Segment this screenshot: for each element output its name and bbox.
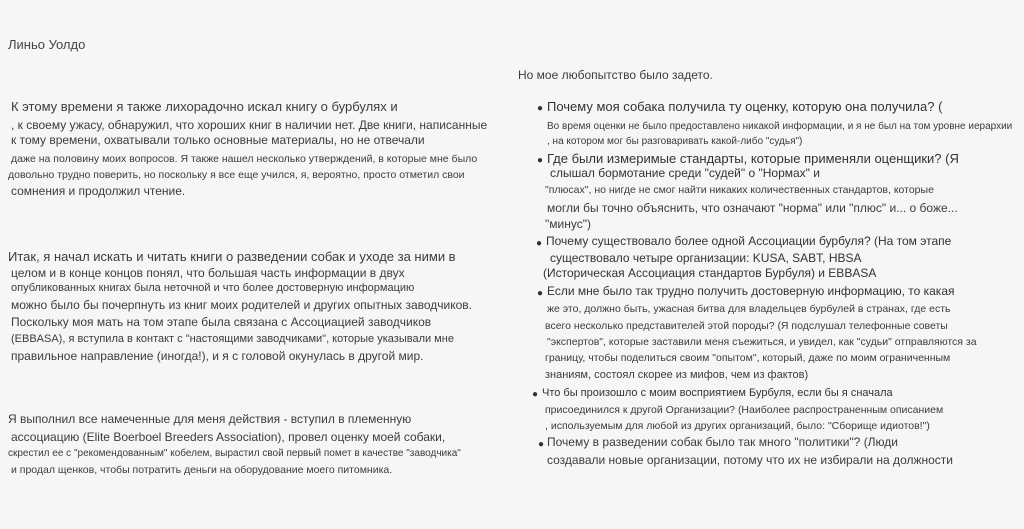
bullet-icon: ● xyxy=(537,288,544,299)
text-line: довольно трудно поверить, но поскольку я все еще учился, я, вероятно, просто отметил свои xyxy=(8,169,465,181)
author-name: Линьо Уолдо xyxy=(8,37,86,52)
text-line: могли бы точно объяснить, что означают "норма" или "плюс" и... о боже... xyxy=(547,201,958,215)
text-line: К этому времени я также лихорадочно искал книгу о бурбулях и xyxy=(11,99,398,114)
text-line: Итак, я начал искать и читать книги о разведении собак и уходе за ними в xyxy=(8,249,456,264)
text-line: слышал бормотание среди "судей" о "Нормах" и xyxy=(550,166,820,180)
text-line: целом и в конце концов понял, что большая часть информации в двух xyxy=(11,266,405,280)
text-line: , используемым для любой из других организаций, было: "Сборище идиотов!") xyxy=(545,420,930,432)
text-line: границу, чтобы поделиться своим "опытом", который, даже по моим ограниченным xyxy=(545,352,951,364)
text-line: Почему существовало более одной Ассоциации бурбуля? (На том этапе xyxy=(546,234,952,248)
text-line: скрестил ее с "рекомендованным" кобелем, вырастил свой первый помет в качестве "заводчика" xyxy=(8,448,461,459)
text-line: опубликованных книгах была неточной и что более достоверную информацию xyxy=(11,282,415,294)
text-line: (Историческая Ассоциация стандартов Бурбуля) и EBBASA xyxy=(543,266,877,280)
bullet-icon: ● xyxy=(537,103,544,114)
text-line: к тому времени, охватывали только основные материалы, но не отвечали xyxy=(11,133,425,147)
text-line: и продал щенков, чтобы потратить деньги на оборудование моего питомника. xyxy=(11,464,393,476)
bullet-icon: ● xyxy=(537,155,544,166)
text-line: сомнения и продолжил чтение. xyxy=(11,184,186,198)
bullet-icon: ● xyxy=(536,238,543,249)
text-line: можно было бы почерпнуть из книг моих родителей и других опытных заводчиков. xyxy=(11,298,472,312)
text-line: присоединился к другой Организации? (Наиболее распространенным описанием xyxy=(545,404,944,416)
text-line: Что бы произошло с моим восприятием Бурбуля, если бы я сначала xyxy=(542,387,893,399)
text-line: знаниям, состоял скорее из мифов, чем из фактов) xyxy=(545,369,809,381)
text-line: всего несколько представителей этой породы? (Я подслушал телефонные советы xyxy=(545,320,948,332)
text-line: Если мне было так трудно получить достоверную информацию, то какая xyxy=(547,284,955,298)
text-line: Я выполнил все намеченные для меня действия - вступил в племенную xyxy=(8,412,412,426)
text-line: Во время оценки не было предоставлено никакой информации, и я не был на том уровне иерархии xyxy=(547,121,1013,132)
text-line: же это, должно быть, ужасная битва для владельцев бурбулей в странах, где есть xyxy=(547,303,951,315)
text-line: существовало четыре организации: KUSA, SABT, HBSA xyxy=(550,251,862,265)
text-line: Почему моя собака получила ту оценку, которую она получила? ( xyxy=(547,99,943,114)
text-line: "минус") xyxy=(545,217,591,231)
bullet-icon: ● xyxy=(538,439,545,450)
text-line: , к своему ужасу, обнаружил, что хороших книг в наличии нет. Две книги, написанные xyxy=(11,118,488,132)
text-line: правильное направление (иногда!), и я с головой окунулась в другой мир. xyxy=(11,349,424,363)
text-line: Где были измеримые стандарты, которые применяли оценщики? (Я xyxy=(547,151,959,166)
text-line: "плюсах", но нигде не смог найти никаких количественных стандартов, которые xyxy=(545,184,934,196)
text-line: Почему в разведении собак было так много "политики"? (Люди xyxy=(547,435,898,449)
right-intro: Но мое любопытство было задето. xyxy=(518,68,713,82)
text-line: "экспертов", которые заставили меня съежиться, и увидел, как "судьи" отправляются за xyxy=(547,336,977,348)
text-line: , на котором мог бы разговаривать какой-либо "судья") xyxy=(547,136,803,147)
bullet-icon: ● xyxy=(532,389,539,400)
text-line: Поскольку моя мать на том этапе была связана с Ассоциацией заводчиков xyxy=(11,315,432,329)
text-line: создавали новые организации, потому что их не избирали на должности xyxy=(547,453,954,467)
text-line: (EBBASA), я вступила в контакт с "настоящими заводчиками", которые указывали мне xyxy=(11,333,454,345)
text-line: даже на половину моих вопросов. Я также нашел несколько утверждений, в которые мне было xyxy=(11,153,478,165)
text-line: ассоциацию (Elite Boerboel Breeders Association), провел оценку моей собаки, xyxy=(11,430,446,444)
